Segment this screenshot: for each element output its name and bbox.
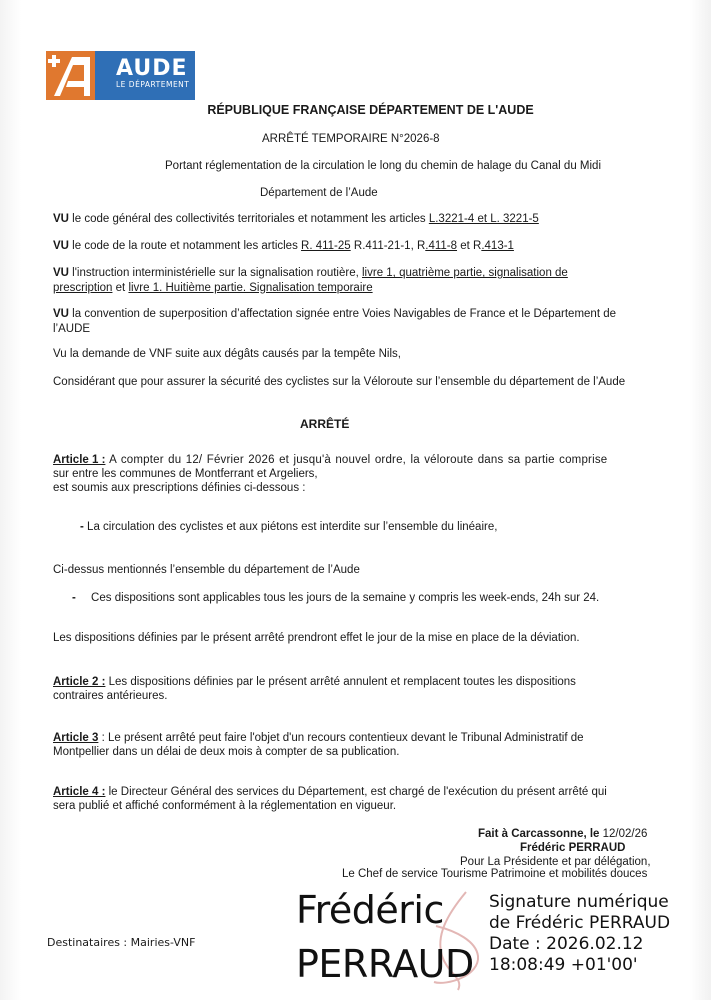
article-3-line1 [53,732,584,744]
bullet-dash-icon: - [80,521,84,533]
visa-2-prefix: VU [53,240,69,252]
article-1-bullet-2 [72,592,599,604]
visa-3-text: l'instruction interministérielle sur la signalisation routière, [68,267,362,279]
visa-5: Vu la demande de VNF suite aux dégâts causés par la tempête Nils, [53,348,401,360]
signature-line-2: de Frédéric PERRAUD [489,913,671,933]
article-4-text: le Directeur Général des services du Département, est chargé de l'exécution du présent arrêté qui [105,786,607,798]
visa-4-line1: la convention de superposition d’affectation signée entre Voies Navigables de France et le Département de [68,308,617,320]
visa-4-prefix: VU [53,308,69,320]
recipients: Destinataires : Mairies-VNF [47,936,196,949]
issuing-authority: Département de l’Aude [260,187,378,199]
signature-details [489,892,670,976]
visa-2-ref1: R. 411-25 [301,240,351,252]
signature-line-1: Signature numérique [489,892,669,912]
article-1-effect: Les dispositions définies par le présent arrêté prendront effet le jour de la mise en place de la déviation. [53,632,580,644]
digital-signature [296,884,696,994]
visa-2-ref3: .413-1 [481,240,514,252]
article-3-label: Article 3 [53,732,99,744]
visa-3-ref-a: livre 1, quatrième partie, signalisation de [362,267,568,279]
signoff-delegation: Pour La Présidente et par délégation, [460,856,651,868]
article-1-text: A compter du 12/ Février 2026 et jusqu'à nouvel ordre, la véloroute dans sa partie comprise [105,454,608,466]
signoff-place-date [478,828,647,840]
article-4-line2: sera publié et affiché conformément à la réglementation en vigueur. [53,800,397,812]
considerant [53,376,625,388]
visa-2-text: le code de la route et notamment les articles [68,240,302,252]
article-1-line3: est soumis aux prescriptions définies ci-dessous : [53,482,306,494]
visa-3-ref-c: livre 1. Huitième partie. Signalisation temporaire [128,281,373,294]
visa-2 [53,240,514,252]
signature-first-name: Frédéric [296,888,444,932]
arrete-subject: Portant réglementation de la circulation le long du chemin de halage du Canal du Midi [165,160,601,172]
article-1-label: Article 1 : [53,454,106,466]
article-4-label: Article 4 : [53,786,106,798]
arrete-heading: ARRÊTÉ [300,417,350,431]
signature-last-name: PERRAUD [296,942,474,986]
article-1-bullet-1 [80,521,497,533]
aude-logo [46,51,195,100]
arrete-number: ARRÊTÉ TEMPORAIRE N°2026-8 [262,133,440,145]
visa-2-and: et R [457,240,482,252]
article-1-bullet-2-text: Ces dispositions sont applicables tous les jours de la semaine y compris les week-ends, 24h sur 24. [91,592,600,604]
signoff-place: Fait à Carcassonne, le [478,828,603,840]
visa-4-line2: l’AUDE [53,322,91,335]
signoff-date: 12/02/26 [602,828,648,840]
logo-wordmark: AUDE [116,56,188,81]
article-2-line1 [53,676,576,688]
visa-1-refs: L.3221-4 et L. 3221-5 [428,213,539,225]
visa-4 [53,307,659,336]
article-2-line2: contraires antérieures. [53,690,168,702]
visa-3-et: et [112,281,129,294]
article-2-label: Article 2 : [53,676,106,688]
document-title: RÉPUBLIQUE FRANÇAISE DÉPARTEMENT DE L'AUDE [207,103,534,117]
visa-2-mid: R.411-21-1, R [350,240,426,252]
considerant-scope: sur l’ensemble du département de l’Aude [416,376,626,388]
considerant-text: Considérant que pour assurer la sécurité des cyclistes sur la Véloroute [53,376,417,388]
visa-3-ref-b: prescription [53,281,113,294]
visa-3-prefix: VU [53,267,69,279]
article-2-text: Les dispositions définies par le présent arrêté annulent et remplacent toutes les dispositions [105,676,576,688]
logo-orange-block [46,51,95,100]
signoff-signer: Frédéric PERRAUD [520,842,626,854]
article-1-line2: sur entre les communes de Montferrant et Argeliers, [53,468,318,480]
visa-3 [53,266,659,295]
visa-1-prefix: VU [53,213,69,225]
signature-line-4: 18:08:49 +01'00' [489,955,638,975]
article-3-line2: Montpellier dans un délai de deux mois à compter de sa publication. [53,746,400,758]
visa-1 [53,213,539,225]
article-1-note: Ci-dessus mentionnés l’ensemble du département de l’Aude [53,564,360,576]
article-1-line1 [53,454,607,466]
article-4-line1 [53,786,607,798]
signoff-role: Le Chef de service Tourisme Patrimoine et mobilités douces [342,868,648,880]
visa-2-ref2: .411-8 [425,240,458,252]
visa-1-text: le code général des collectivités territoriales et notamment les articles [68,213,429,225]
signature-line-3: Date : 2026.02.12 [489,934,644,954]
article-3-text: : Le présent arrêté peut faire l'objet d'un recours contentieux devant le Tribunal Administratif de [98,732,584,744]
article-1-bullet-1-text: La circulation des cyclistes et aux piétons est interdite sur l’ensemble du linéaire, [87,521,498,533]
logo-subtitle: LE DÉPARTEMENT [116,80,190,89]
logo-a-mark-icon [46,51,95,100]
bullet-dash-icon: - [72,592,76,604]
